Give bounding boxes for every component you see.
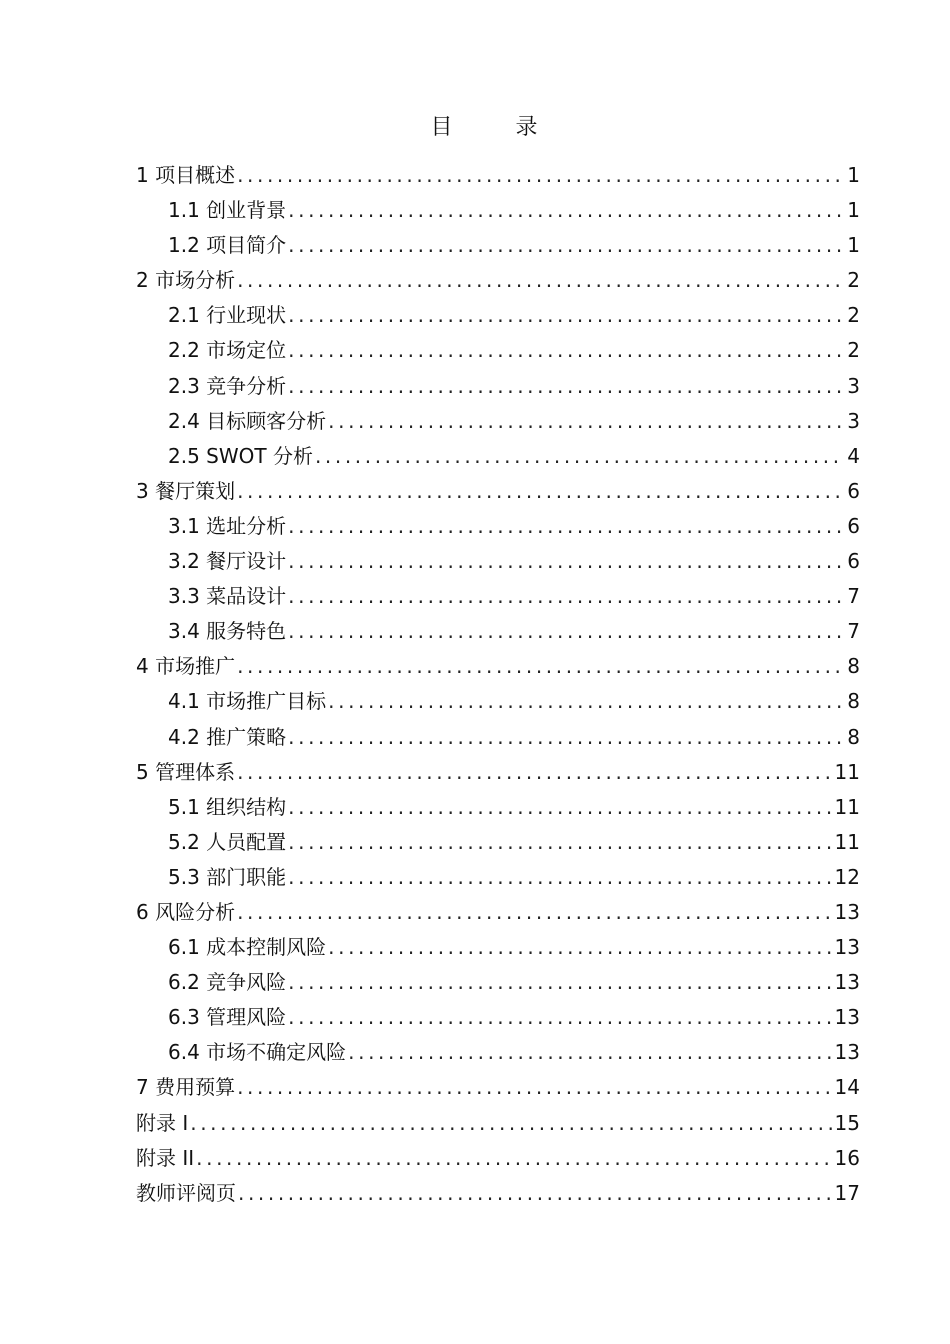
toc-entry[interactable] <box>136 684 860 719</box>
toc-entry-label: 2.3 竞争分析 <box>168 373 287 398</box>
dot-leader <box>237 474 844 509</box>
dot-leader <box>288 825 831 860</box>
toc-entry-label: 3.1 选址分析 <box>168 513 287 538</box>
toc-entry-page-number: 3 <box>847 408 860 433</box>
dot-leader <box>237 1070 831 1105</box>
toc-entry-page-number: 3 <box>847 373 860 398</box>
toc-entry-label: 2.1 行业现状 <box>168 303 287 328</box>
toc-entry-page-number: 6 <box>847 478 860 503</box>
toc-entry[interactable] <box>136 158 860 193</box>
dot-leader <box>237 158 844 193</box>
toc-entry-label: 5.3 部门职能 <box>168 864 287 889</box>
dot-leader <box>288 369 844 404</box>
toc-entry[interactable] <box>136 720 860 755</box>
toc-entry-label: 1 项目概述 <box>136 163 236 187</box>
toc-entry[interactable] <box>136 614 860 649</box>
toc-entry-page-number: 17 <box>834 1180 860 1205</box>
dot-leader <box>288 333 844 368</box>
toc-entry-label: 4.2 推广策略 <box>168 724 287 749</box>
toc-entry-label: 附录 I <box>136 1110 189 1135</box>
dot-leader <box>328 684 844 719</box>
toc-entry-page-number: 7 <box>847 584 860 609</box>
dot-leader <box>288 544 844 579</box>
toc-entry[interactable] <box>136 439 860 474</box>
toc-entry[interactable] <box>136 579 860 614</box>
toc-entry-page-number: 2 <box>847 338 860 363</box>
toc-entry[interactable] <box>136 193 860 228</box>
toc-entry-page-number: 8 <box>847 654 860 679</box>
toc-entry-page-number: 4 <box>847 443 860 468</box>
toc-entry-label: 附录 II <box>136 1145 195 1170</box>
toc-entry-label: 3.4 服务特色 <box>168 619 287 644</box>
dot-leader <box>288 1000 831 1035</box>
dot-leader <box>237 895 831 930</box>
toc-entry[interactable] <box>136 649 860 684</box>
toc-entry-label: 1.1 创业背景 <box>168 198 287 223</box>
toc-entry-label: 3.2 餐厅设计 <box>168 549 287 574</box>
toc-entry[interactable] <box>136 1035 860 1070</box>
toc-entry-label: 2.4 目标顾客分析 <box>168 408 327 433</box>
toc-entry-label: 6 风险分析 <box>136 899 236 924</box>
toc-entry-page-number: 2 <box>847 268 860 293</box>
toc-entry[interactable] <box>136 895 860 930</box>
dot-leader <box>348 1035 831 1070</box>
toc-entry-page-number: 13 <box>834 1040 860 1065</box>
dot-leader <box>288 579 844 614</box>
dot-leader <box>238 1176 832 1211</box>
dot-leader <box>288 614 844 649</box>
toc-entry-page-number: 8 <box>847 724 860 749</box>
toc-entry-page-number: 1 <box>847 198 860 223</box>
toc-entry[interactable] <box>136 263 860 298</box>
toc-entry-page-number: 13 <box>834 970 860 995</box>
toc-entry[interactable] <box>136 1106 860 1141</box>
toc-entry-page-number: 11 <box>834 759 860 784</box>
toc-entry-page-number: 6 <box>847 513 860 538</box>
toc-entry-page-number: 11 <box>834 794 860 819</box>
toc-entry-page-number: 13 <box>834 1005 860 1030</box>
toc-entry-label: 2.5 SWOT 分析 <box>168 443 313 468</box>
toc-entry-page-number: 2 <box>847 303 860 328</box>
toc-entry-label: 5 管理体系 <box>136 759 236 784</box>
toc-entry-label: 2.2 市场定位 <box>168 338 287 363</box>
toc-entry[interactable] <box>136 404 860 439</box>
toc-title: 目 录 <box>430 115 566 140</box>
toc-entry-label: 6.4 市场不确定风险 <box>168 1040 347 1065</box>
toc-entry-page-number: 1 <box>847 233 860 258</box>
dot-leader <box>315 439 844 474</box>
dot-leader <box>190 1106 831 1141</box>
dot-leader <box>328 404 844 439</box>
dot-leader <box>288 193 844 228</box>
toc-entry[interactable] <box>136 1070 860 1105</box>
toc-entry[interactable] <box>136 825 860 860</box>
dot-leader <box>288 720 844 755</box>
toc-entry[interactable] <box>136 333 860 368</box>
toc-entry-page-number: 6 <box>847 549 860 574</box>
toc-entry-label: 2 市场分析 <box>136 268 236 293</box>
toc-entry[interactable] <box>136 544 860 579</box>
dot-leader <box>288 298 844 333</box>
toc-entry[interactable] <box>136 369 860 404</box>
toc-entry-page-number: 1 <box>847 163 860 187</box>
dot-leader <box>237 755 831 790</box>
toc-entry-label: 4.1 市场推广目标 <box>168 689 327 714</box>
dot-leader <box>288 860 831 895</box>
toc-entry[interactable] <box>136 298 860 333</box>
toc-entry[interactable] <box>136 790 860 825</box>
toc-entry[interactable] <box>136 1176 860 1211</box>
toc-entry-label: 6.2 竞争风险 <box>168 970 287 995</box>
toc-entry-page-number: 14 <box>834 1075 860 1100</box>
toc-entry-page-number: 12 <box>834 864 860 889</box>
dot-leader <box>288 965 831 1000</box>
toc-entry[interactable] <box>136 930 860 965</box>
toc-entry-label: 5.1 组织结构 <box>168 794 287 819</box>
toc-entry[interactable] <box>136 474 860 509</box>
toc-entry-page-number: 13 <box>834 899 860 924</box>
toc-entry[interactable] <box>136 1141 860 1176</box>
dot-leader <box>237 649 844 684</box>
toc-entry-page-number: 8 <box>847 689 860 714</box>
toc-entry[interactable] <box>136 755 860 790</box>
toc-entry-page-number: 7 <box>847 619 860 644</box>
toc-entry-label: 5.2 人员配置 <box>168 829 287 854</box>
toc-entry-label: 3.3 菜品设计 <box>168 584 287 609</box>
toc-entry[interactable] <box>136 509 860 544</box>
toc-entry-label: 4 市场推广 <box>136 654 236 679</box>
toc-entry[interactable] <box>136 860 860 895</box>
dot-leader <box>288 228 844 263</box>
toc-entry-label: 7 费用预算 <box>136 1075 236 1100</box>
toc-entry-page-number: 16 <box>834 1145 860 1170</box>
toc-entry-label: 3 餐厅策划 <box>136 478 236 503</box>
toc-entry-label: 教师评阅页 <box>136 1180 236 1205</box>
toc-entry-label: 1.2 项目简介 <box>168 233 287 258</box>
toc-entry-page-number: 15 <box>834 1110 860 1135</box>
toc-entry[interactable] <box>136 965 860 1000</box>
dot-leader <box>196 1141 831 1176</box>
toc-entry[interactable] <box>136 1000 860 1035</box>
dot-leader <box>288 790 831 825</box>
toc-entry-label: 6.3 管理风险 <box>168 1005 287 1030</box>
dot-leader <box>288 509 844 544</box>
table-of-contents <box>136 158 860 1211</box>
toc-entry-page-number: 13 <box>834 935 860 960</box>
dot-leader <box>328 930 831 965</box>
toc-entry[interactable] <box>136 228 860 263</box>
toc-entry-page-number: 11 <box>834 829 860 854</box>
toc-entry-label: 6.1 成本控制风险 <box>168 935 327 960</box>
dot-leader <box>237 263 844 298</box>
